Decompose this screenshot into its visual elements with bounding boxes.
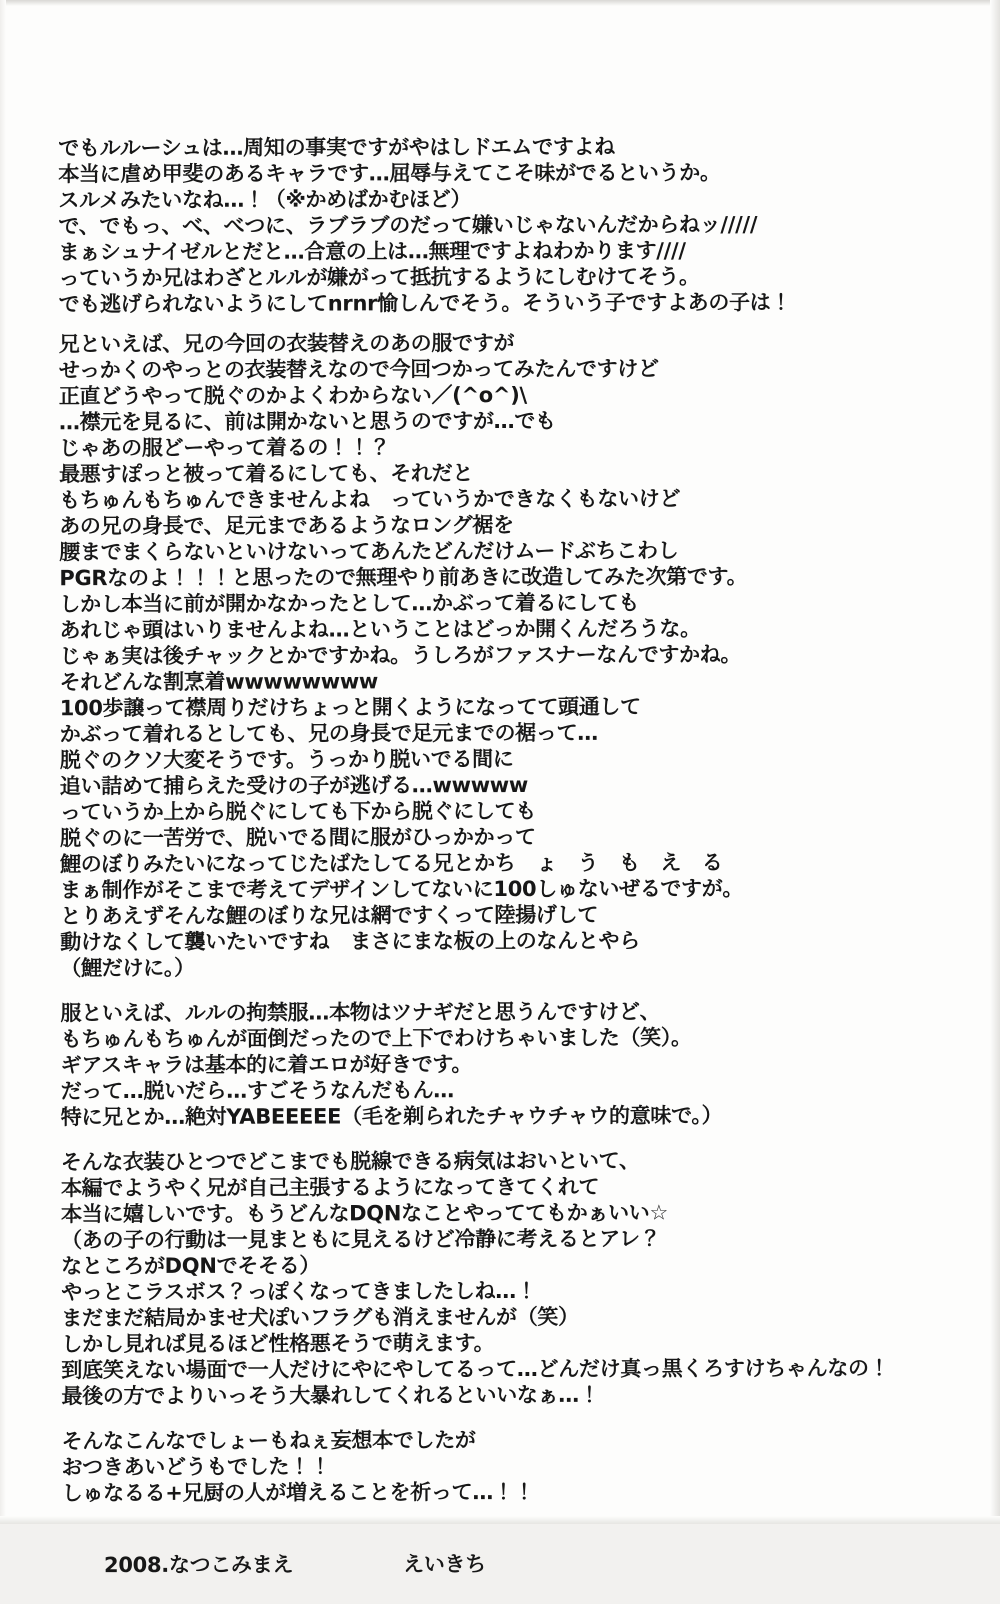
text-line: 特に兄とか…絶対YABEEEEE（毛を剃られたチャウチャウ的意味で。） xyxy=(60,1103,723,1130)
text-line: っていうか兄はわざとルルが嫌がって抵抗するようにしむけてそう。 xyxy=(58,264,700,291)
text-line: …襟元を見るに、前は開かないと思うのですが…でも xyxy=(58,408,556,435)
paragraph xyxy=(58,133,968,317)
text-line: 到底笑えない場面で一人だけにやにやしてるって…どんだけ真っ黒くろすけちゃんなの！ xyxy=(61,1356,890,1383)
text-line: やっとこラスボス？っぽくなってきましたしね…！ xyxy=(61,1278,537,1305)
text-line: PGRなのよ！！！と思ったので無理やり前あきに改造してみた次第です。 xyxy=(59,564,748,591)
text-line: 脱ぐのクソ大変そうです。うっかり脱いでる間に xyxy=(59,747,514,773)
text-line: 正直どうやって脱ぐのかよくわからない／(^o^)\ xyxy=(58,382,527,409)
text-line: 本当に嬉しいです。もうどんなDQNなことやっててもかぁいい☆ xyxy=(60,1200,669,1227)
text-line: （あの子の行動は一見まともに見えるけど冷静に考えるとアレ？ xyxy=(61,1226,661,1253)
text-line: しかし見れば見るほど性格悪そうで萌えます。 xyxy=(61,1331,495,1357)
text-line: もちゅんもちゅんが面倒だったので上下でわけちゃいました（笑）。 xyxy=(60,1025,692,1052)
text-line: しゅなるる+兄厨の人が増えることを祈って…！！ xyxy=(61,1479,535,1506)
text-line: っていうか上から脱ぐにしても下から脱ぐにしても xyxy=(59,798,537,825)
text-line: せっかくのやっとの衣装替えなので今回つかってみたんですけど xyxy=(58,356,659,383)
text-line: 兄といえば、兄の今回の衣装替えのあの服ですが xyxy=(58,331,515,357)
text-line: それどんな割烹着wwwwwwww xyxy=(59,669,379,695)
text-line: 本当に虐め甲斐のあるキャラです…屈辱与えてこそ味がでるというか。 xyxy=(58,160,721,187)
text-line: まぁ制作がそこまで考えてデザインしてないに100しゅないぜるですが。 xyxy=(60,876,744,903)
text-line: とりあえずそんな鯉のぼりな兄は網ですくって陸揚げして xyxy=(60,902,599,929)
text-line: でもルルーシュは…周知の事実ですがやはしドエムですよね xyxy=(58,134,615,161)
text-line: もちゅんもちゅんできませんよね っていうかできなくもないけど xyxy=(59,486,681,513)
text-line: かぶって着れるとしても、兄の身長で足元までの裾って… xyxy=(59,720,598,747)
text-line: しかし本当に前が開かなかったとして…かぶって着るにしても xyxy=(59,590,640,617)
paragraph xyxy=(60,998,970,1130)
credit-name: えいきち xyxy=(403,1552,486,1577)
text-line: 最悪すぽっと被って着るにしても、それだと xyxy=(59,461,474,487)
paragraph xyxy=(62,1426,972,1506)
text-line: 本編でようやく兄が自己主張するようになってきてくれて xyxy=(60,1174,600,1201)
scan-edge-top xyxy=(0,0,1000,6)
text-line: まぁシュナイゼルとだと…合意の上は…無理ですよねわかります//// xyxy=(58,238,686,265)
text-body xyxy=(58,55,972,1604)
text-line: じゃぁ実は後チャックとかですかね。うしろがファスナーなんですかね。 xyxy=(59,642,742,669)
text-line: なところがDQNでそそる） xyxy=(61,1253,321,1279)
text-line: 100歩譲って襟周りだけちょっと開くようになってて頭通して xyxy=(59,694,641,721)
credit-date: 2008.なつこみまえ xyxy=(103,1552,294,1578)
scan-edge-right xyxy=(990,0,1000,1524)
text-line: おつきあいどうもでした！！ xyxy=(61,1454,331,1480)
credit-line xyxy=(62,1524,972,1578)
text-line: 腰までまくらないといけないってあんたどんだけムードぶちこわし xyxy=(59,538,679,565)
text-line: そんな衣装ひとつでどこまでも脱線できる病気はおいといて、 xyxy=(60,1148,640,1175)
text-line: ギアスキャラは基本的に着エロが好きです。 xyxy=(60,1052,473,1078)
scan-edge-left xyxy=(0,0,6,1524)
text-line: そんなこんなでしょーもねぇ妄想本でしたが xyxy=(61,1428,476,1454)
text-line: あれじゃ頭はいりませんよね…ということはどっか開くんだろうな。 xyxy=(59,616,701,643)
text-line: 追い詰めて捕らえた受けの子が逃げる…wwwww xyxy=(59,772,529,799)
text-line: じゃあの服どーやって着るの！！？ xyxy=(58,435,391,461)
text-line: 動けなくして襲いたいですね まさにまな板の上のなんとやら xyxy=(60,928,640,955)
text-line: スルメみたいなね…！（※かめばかむほど） xyxy=(58,187,472,213)
text-line: 鯉のぼりみたいになってじたばたしてる兄とかち ょ う も え る xyxy=(60,850,723,877)
paragraph xyxy=(61,1147,972,1409)
text-line: で、でもっ、べ、べつに、ラブラブのだって嫌いじゃないんだからねッ///// xyxy=(58,212,758,239)
text-line: 服といえば、ルルの拘禁服…本物はツナギだと思うんですけど、 xyxy=(60,999,661,1026)
text-line: でも逃げられないようにしてnrnr愉しんでそう。そういう子ですよあの子は！ xyxy=(58,290,792,317)
text-line: （鯉だけに。） xyxy=(60,955,195,981)
text-line: だって…脱いだら…すごそうなんだもん… xyxy=(60,1078,455,1104)
text-line: 最後の方でよりいっそう大暴れしてくれるといいなぁ…！ xyxy=(61,1382,600,1409)
text-line: 脱ぐのに一苦労で、脱いでる間に服がひっかかって xyxy=(59,824,536,851)
paragraph xyxy=(59,329,971,981)
text-line: まだまだ結局かませ犬ぽいフラグも消えませんが（笑） xyxy=(61,1304,579,1331)
text-line: あの兄の身長で、足元まであるようなロング裾を xyxy=(59,513,514,539)
